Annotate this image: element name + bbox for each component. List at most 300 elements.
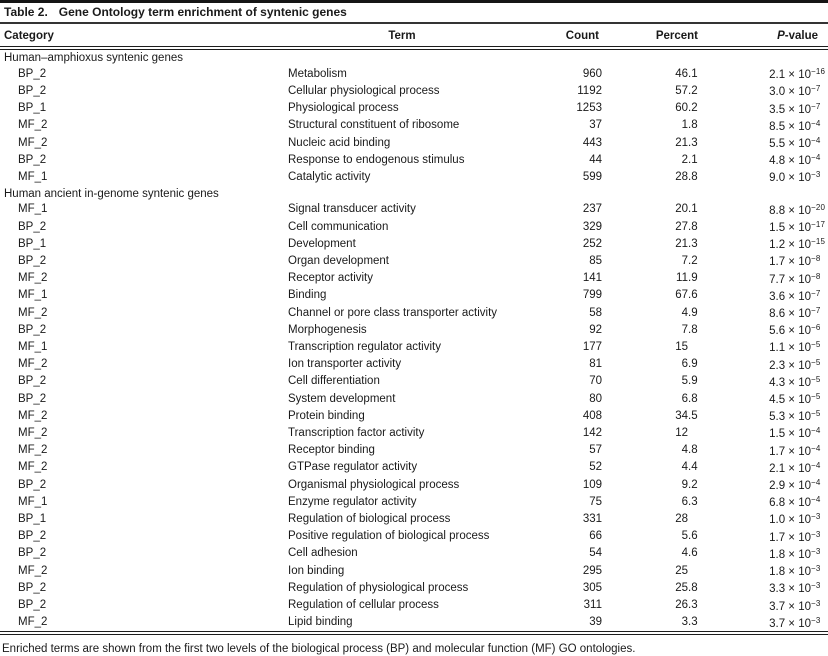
percent-cell xyxy=(603,493,702,510)
percent-cell xyxy=(603,218,702,235)
pvalue-core: 1.7 × 10 xyxy=(769,256,811,269)
count-cell: 80 xyxy=(589,392,602,405)
category-cell: BP_2 xyxy=(18,581,47,594)
percent-fraction: .2 xyxy=(688,84,698,97)
pvalue-core: 4.8 × 10 xyxy=(769,155,811,168)
table-row xyxy=(0,442,828,459)
table-row xyxy=(0,424,828,441)
pvalue-cell xyxy=(702,151,828,168)
percent-integer: 4 xyxy=(681,547,688,560)
percent-integer: 7 xyxy=(681,254,688,267)
percent-fraction: .2 xyxy=(688,102,698,115)
column-header-category: Category xyxy=(0,24,288,48)
category-cell: BP_1 xyxy=(18,512,47,525)
category-cell: BP_2 xyxy=(18,323,47,336)
count-cell: 37 xyxy=(589,119,602,132)
term-cell: System development xyxy=(288,392,396,405)
pvalue-cell xyxy=(702,442,828,459)
percent-cell xyxy=(603,82,702,99)
pvalue-exponent: −3 xyxy=(811,581,821,591)
pvalue-core: 2.3 × 10 xyxy=(769,359,811,372)
pvalue-exponent: −8 xyxy=(811,271,821,281)
pvalue-core: 4.3 × 10 xyxy=(769,376,811,389)
table-row xyxy=(0,201,828,218)
pvalue-core: 1.2 × 10 xyxy=(769,239,811,252)
percent-cell xyxy=(603,442,702,459)
count-cell: 237 xyxy=(582,203,602,216)
count-cell: 109 xyxy=(582,478,602,491)
pvalue-exponent: −3 xyxy=(811,529,821,539)
percent-cell xyxy=(603,100,702,117)
count-cell: 408 xyxy=(582,409,602,422)
term-cell: GTPase regulator activity xyxy=(288,461,418,474)
pvalue-core: 4.5 × 10 xyxy=(769,394,811,407)
percent-integer: 6 xyxy=(681,358,688,371)
percent-integer: 26 xyxy=(675,599,688,611)
table-row xyxy=(0,82,828,99)
section-heading: Human ancient in-genome syntenic genes xyxy=(4,187,219,200)
table-row xyxy=(0,373,828,390)
pvalue-exponent: −20 xyxy=(811,202,826,212)
count-cell: 960 xyxy=(582,67,602,80)
pvalue-cell xyxy=(702,252,828,269)
pvalue-cell xyxy=(702,579,828,596)
pvalue-cell xyxy=(702,614,828,633)
percent-integer: 3 xyxy=(681,616,688,629)
term-cell: Binding xyxy=(288,289,327,302)
pvalue-cell xyxy=(702,424,828,441)
pvalue-cell xyxy=(702,562,828,579)
count-cell: 57 xyxy=(589,444,602,457)
pvalue-cell xyxy=(702,287,828,304)
term-cell: Organismal physiological process xyxy=(288,478,460,491)
pvalue-core: 2.1 × 10 xyxy=(769,69,811,82)
pvalue-core: 3.7 × 10 xyxy=(769,600,811,613)
table-row xyxy=(0,579,828,596)
category-cell: MF_2 xyxy=(18,272,48,285)
percent-fraction: .8 xyxy=(688,444,698,457)
pvalue-cell xyxy=(702,493,828,510)
pvalue-cell xyxy=(702,407,828,424)
pvalue-cell xyxy=(702,459,828,476)
percent-integer: 57 xyxy=(675,84,688,97)
count-cell: 252 xyxy=(582,237,602,250)
count-cell: 1253 xyxy=(576,102,602,115)
pvalue-cell xyxy=(702,321,828,338)
pvalue-exponent: −5 xyxy=(811,409,821,419)
percent-fraction: .5 xyxy=(688,409,698,422)
pvalue-core: 8.6 × 10 xyxy=(769,308,811,321)
category-cell: BP_2 xyxy=(18,220,47,233)
pvalue-core: 1.5 × 10 xyxy=(769,222,811,235)
category-cell: MF_2 xyxy=(18,306,48,319)
percent-fraction: .8 xyxy=(688,392,698,405)
category-cell: MF_1 xyxy=(18,170,48,183)
pvalue-cell xyxy=(702,545,828,562)
percent-integer: 6 xyxy=(681,392,688,405)
percent-fraction: .3 xyxy=(688,495,698,508)
percent-cell xyxy=(603,304,702,321)
pvalue-exponent: −5 xyxy=(811,340,821,350)
percent-integer: 12 xyxy=(675,426,688,439)
term-cell: Organ development xyxy=(288,254,390,267)
pvalue-cell xyxy=(702,117,828,134)
percent-integer: 6 xyxy=(681,495,688,508)
category-cell: MF_1 xyxy=(18,203,48,216)
table-row xyxy=(0,151,828,168)
pvalue-exponent: −3 xyxy=(811,598,821,608)
table-row xyxy=(0,614,828,633)
percent-fraction: .8 xyxy=(688,170,698,183)
pvalue-exponent: −4 xyxy=(811,478,821,488)
table-row xyxy=(0,356,828,373)
category-cell: BP_2 xyxy=(18,530,47,543)
percent-cell xyxy=(603,528,702,545)
table-row xyxy=(0,545,828,562)
percent-integer: 46 xyxy=(675,67,688,80)
count-cell: 295 xyxy=(582,564,602,577)
term-cell: Channel or pore class transporter activity xyxy=(288,306,498,319)
count-cell: 142 xyxy=(582,426,602,439)
percent-cell xyxy=(603,373,702,390)
table-row xyxy=(0,117,828,134)
table-row xyxy=(0,597,828,614)
percent-cell xyxy=(603,407,702,424)
count-cell: 44 xyxy=(589,153,602,166)
percent-integer: 7 xyxy=(681,323,688,336)
count-cell: 92 xyxy=(589,323,602,336)
term-cell: Response to endogenous stimulus xyxy=(288,153,465,166)
pvalue-core: 2.1 × 10 xyxy=(769,462,811,475)
count-cell: 311 xyxy=(583,599,602,611)
count-cell: 329 xyxy=(582,220,602,233)
header-row xyxy=(0,24,828,48)
percent-integer: 15 xyxy=(675,340,688,353)
term-cell: Cell differentiation xyxy=(288,375,380,388)
table-body xyxy=(0,48,828,633)
count-cell: 75 xyxy=(589,495,602,508)
term-cell: Development xyxy=(288,237,356,250)
count-cell: 52 xyxy=(589,461,602,474)
count-cell: 305 xyxy=(582,581,602,594)
pvalue-exponent: −6 xyxy=(811,323,821,333)
pvalue-cell xyxy=(702,356,828,373)
percent-fraction: .9 xyxy=(688,358,698,371)
percent-cell xyxy=(603,338,702,355)
percent-cell xyxy=(603,356,702,373)
term-cell: Receptor activity xyxy=(288,272,374,285)
table-row xyxy=(0,390,828,407)
term-cell: Protein binding xyxy=(288,409,365,422)
column-header-pvalue xyxy=(702,24,828,48)
percent-integer: 21 xyxy=(675,237,688,250)
pvalue-exponent: −5 xyxy=(811,392,821,402)
pvalue-cell xyxy=(702,134,828,151)
pvalue-core: 5.5 × 10 xyxy=(769,138,811,151)
percent-cell xyxy=(603,151,702,168)
pvalue-core: 8.8 × 10 xyxy=(769,204,811,217)
pvalue-core: 1.7 × 10 xyxy=(769,531,811,544)
percent-integer: 5 xyxy=(681,530,688,543)
percent-cell xyxy=(603,117,702,134)
term-cell: Physiological process xyxy=(288,102,399,115)
table-row xyxy=(0,304,828,321)
percent-cell xyxy=(603,65,702,82)
percent-fraction: .1 xyxy=(688,153,698,166)
pvalue-core: 3.0 × 10 xyxy=(769,86,811,99)
pvalue-exponent: −7 xyxy=(811,101,821,111)
percent-fraction: .8 xyxy=(688,220,698,233)
table-row xyxy=(0,338,828,355)
go-enrichment-table xyxy=(0,24,828,635)
term-cell: Cell adhesion xyxy=(288,547,358,560)
percent-cell xyxy=(603,614,702,633)
percent-integer: 28 xyxy=(675,512,688,525)
pvalue-core: 1.7 × 10 xyxy=(769,445,811,458)
percent-cell xyxy=(603,562,702,579)
percent-fraction: .3 xyxy=(688,136,698,149)
table-row xyxy=(0,562,828,579)
percent-cell xyxy=(603,510,702,527)
pvalue-exponent: −3 xyxy=(811,615,821,625)
percent-fraction: .8 xyxy=(688,323,698,336)
category-cell: MF_2 xyxy=(18,564,48,577)
percent-integer: 5 xyxy=(681,375,688,388)
table-row xyxy=(0,100,828,117)
pvalue-exponent: −3 xyxy=(811,512,821,522)
percent-integer: 28 xyxy=(675,170,688,183)
percent-fraction: .3 xyxy=(688,599,698,611)
pvalue-exponent: −17 xyxy=(811,220,826,230)
category-cell: MF_1 xyxy=(18,340,48,353)
percent-integer: 21 xyxy=(675,136,688,149)
table-row xyxy=(0,235,828,252)
section-heading-row xyxy=(0,48,828,65)
percent-cell xyxy=(603,270,702,287)
table-title xyxy=(0,3,828,22)
pvalue-exponent: −7 xyxy=(811,84,821,94)
term-cell: Transcription factor activity xyxy=(288,426,425,439)
table-row xyxy=(0,510,828,527)
term-cell: Metabolism xyxy=(288,67,347,80)
percent-integer: 34 xyxy=(675,409,688,422)
term-cell: Catalytic activity xyxy=(288,170,371,183)
pvalue-exponent: −4 xyxy=(811,460,821,470)
term-cell: Cell communication xyxy=(288,220,389,233)
count-cell: 799 xyxy=(582,289,602,302)
category-cell: BP_2 xyxy=(18,392,47,405)
term-cell: Ion binding xyxy=(288,564,345,577)
pvalue-cell xyxy=(702,528,828,545)
percent-cell xyxy=(603,287,702,304)
term-cell: Ion transporter activity xyxy=(288,358,402,371)
pvalue-core: 3.5 × 10 xyxy=(769,103,811,116)
percent-cell xyxy=(603,201,702,218)
percent-cell xyxy=(603,168,702,185)
table-label: Table 2. xyxy=(4,5,48,19)
pvalue-exponent: −4 xyxy=(811,136,821,146)
percent-integer: 11 xyxy=(676,272,688,285)
count-cell: 85 xyxy=(589,254,602,267)
category-cell: BP_2 xyxy=(18,599,47,611)
column-header-term: Term xyxy=(288,24,540,48)
pvalue-cell xyxy=(702,373,828,390)
percent-fraction: .4 xyxy=(688,461,698,474)
pvalue-cell xyxy=(702,270,828,287)
pvalue-core: 8.5 × 10 xyxy=(769,120,811,133)
pvalue-cell xyxy=(702,235,828,252)
table-row xyxy=(0,528,828,545)
percent-integer: 25 xyxy=(675,581,688,594)
percent-cell xyxy=(603,321,702,338)
percent-cell xyxy=(603,252,702,269)
pvalue-core: 1.8 × 10 xyxy=(769,566,811,579)
pvalue-exponent: −4 xyxy=(811,153,821,163)
pvalue-exponent: −7 xyxy=(811,288,821,298)
percent-fraction: .9 xyxy=(688,375,698,388)
pvalue-core: 3.6 × 10 xyxy=(769,290,811,303)
pvalue-core: 3.7 × 10 xyxy=(769,617,811,630)
pvalue-core: 5.6 × 10 xyxy=(769,325,811,338)
pvalue-cell xyxy=(702,510,828,527)
pvalue-italic-p: P xyxy=(777,30,785,42)
term-cell: Lipid binding xyxy=(288,616,353,629)
pvalue-exponent: −5 xyxy=(811,357,821,367)
percent-cell xyxy=(603,579,702,596)
category-cell: MF_2 xyxy=(18,119,48,132)
table-row xyxy=(0,493,828,510)
section-heading-row xyxy=(0,186,828,201)
category-cell: BP_2 xyxy=(18,254,47,267)
table-row xyxy=(0,407,828,424)
percent-fraction: .3 xyxy=(688,237,698,250)
category-cell: BP_2 xyxy=(18,153,47,166)
table-footnote: Enriched terms are shown from the first two levels of the biological process (BP) and molecular function (MF) GO ontologies. xyxy=(2,642,636,655)
table-row xyxy=(0,459,828,476)
pvalue-exponent: −4 xyxy=(811,443,821,453)
pvalue-exponent: −3 xyxy=(811,564,821,574)
pvalue-exponent: −7 xyxy=(811,306,821,316)
percent-cell xyxy=(603,459,702,476)
category-cell: BP_2 xyxy=(18,478,47,491)
term-cell: Regulation of biological process xyxy=(288,512,451,525)
pvalue-cell xyxy=(702,168,828,185)
table-row xyxy=(0,65,828,82)
table-caption: Gene Ontology term enrichment of syntenic genes xyxy=(58,5,347,19)
pvalue-core: 3.3 × 10 xyxy=(769,583,811,596)
table-row xyxy=(0,168,828,185)
table-row xyxy=(0,287,828,304)
percent-integer: 4 xyxy=(681,461,688,474)
percent-integer: 20 xyxy=(675,203,688,216)
percent-integer: 4 xyxy=(681,306,688,319)
table-row xyxy=(0,321,828,338)
term-cell: Transcription regulator activity xyxy=(288,340,441,353)
term-cell: Morphogenesis xyxy=(288,323,367,336)
term-cell: Positive regulation of biological process xyxy=(288,530,490,543)
percent-fraction: .8 xyxy=(688,119,698,132)
count-cell: 599 xyxy=(582,170,602,183)
pvalue-core: 1.0 × 10 xyxy=(769,514,811,527)
count-cell: 331 xyxy=(582,512,602,525)
pvalue-rest: -value xyxy=(784,30,818,42)
count-cell: 443 xyxy=(582,136,602,149)
count-cell: 58 xyxy=(589,306,602,319)
percent-fraction: .1 xyxy=(688,67,698,80)
pvalue-core: 9.0 × 10 xyxy=(769,172,811,185)
pvalue-exponent: −5 xyxy=(811,374,821,384)
term-cell: Structural constituent of ribosome xyxy=(288,119,460,132)
table-row xyxy=(0,476,828,493)
count-cell: 66 xyxy=(589,530,602,543)
pvalue-core: 5.3 × 10 xyxy=(769,411,811,424)
category-cell: BP_2 xyxy=(18,67,47,80)
pvalue-exponent: −16 xyxy=(811,67,826,77)
pvalue-core: 1.5 × 10 xyxy=(769,428,811,441)
percent-fraction: .6 xyxy=(688,547,698,560)
category-cell: BP_2 xyxy=(18,84,47,97)
pvalue-cell xyxy=(702,390,828,407)
percent-fraction: .2 xyxy=(688,254,698,267)
percent-integer: 9 xyxy=(681,478,688,491)
pvalue-exponent: −3 xyxy=(811,170,821,180)
percent-cell xyxy=(603,545,702,562)
percent-integer: 67 xyxy=(675,289,688,302)
pvalue-exponent: −4 xyxy=(811,426,821,436)
percent-integer: 2 xyxy=(681,153,688,166)
table-row xyxy=(0,134,828,151)
percent-integer: 25 xyxy=(675,564,688,577)
percent-fraction: .9 xyxy=(688,306,698,319)
pvalue-cell xyxy=(702,597,828,614)
pvalue-cell xyxy=(702,100,828,117)
pvalue-cell xyxy=(702,476,828,493)
pvalue-cell xyxy=(702,201,828,218)
table-row xyxy=(0,218,828,235)
column-header-percent: Percent xyxy=(603,24,702,48)
percent-integer: 27 xyxy=(675,220,688,233)
percent-fraction: .3 xyxy=(688,616,698,629)
percent-cell xyxy=(603,424,702,441)
percent-cell xyxy=(603,390,702,407)
percent-fraction: .1 xyxy=(688,203,698,216)
count-cell: 39 xyxy=(589,616,602,629)
category-cell: BP_1 xyxy=(18,237,47,250)
pvalue-cell xyxy=(702,338,828,355)
count-cell: 54 xyxy=(589,547,602,560)
percent-fraction: .9 xyxy=(688,272,698,285)
pvalue-cell xyxy=(702,82,828,99)
term-cell: Nucleic acid binding xyxy=(288,136,391,149)
column-header-count: Count xyxy=(540,24,603,48)
pvalue-core: 6.8 × 10 xyxy=(769,497,811,510)
percent-integer: 4 xyxy=(681,444,688,457)
percent-fraction: .8 xyxy=(688,581,698,594)
percent-cell xyxy=(603,134,702,151)
pvalue-cell xyxy=(702,304,828,321)
percent-integer: 1 xyxy=(681,119,688,132)
percent-cell xyxy=(603,476,702,493)
category-cell: MF_2 xyxy=(18,136,48,149)
category-cell: BP_2 xyxy=(18,547,47,560)
category-cell: BP_2 xyxy=(18,375,47,388)
pvalue-core: 2.9 × 10 xyxy=(769,480,811,493)
section-heading: Human–amphioxus syntenic genes xyxy=(4,52,183,64)
category-cell: MF_2 xyxy=(18,426,48,439)
pvalue-exponent: −8 xyxy=(811,254,821,264)
percent-cell xyxy=(603,597,702,614)
percent-fraction: .2 xyxy=(688,478,698,491)
